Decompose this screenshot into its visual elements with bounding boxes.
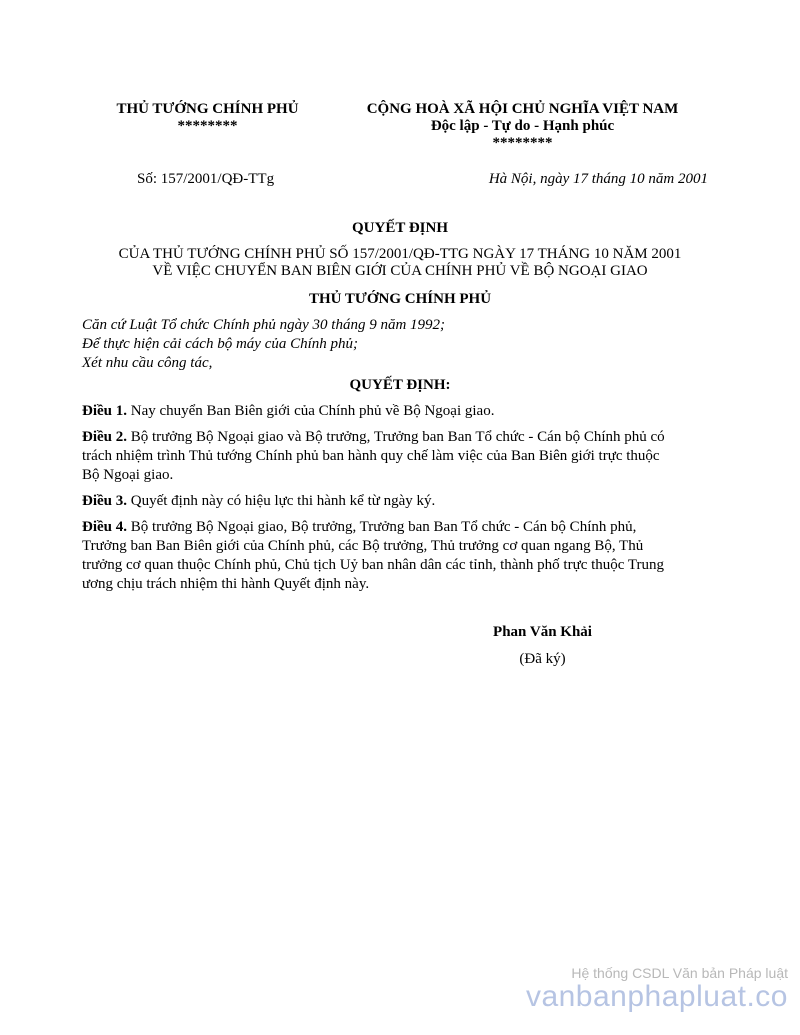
article-text: Trưởng ban Ban Biên giới của Chính phủ, các Bộ trưởng, Thủ trưởng cơ quan ngang Bộ, Thủ [82,538,644,554]
article-text: Bộ trưởng Bộ Ngoại giao và Bộ trưởng, Trưởng ban Ban Tổ chức - Cán bộ Chính phủ có [130,429,665,445]
document-number: Số: 157/2001/QĐ-TTg [137,171,275,187]
issuer-stars: ******** [177,118,238,134]
watermark-site: vanbanphapluat.co [525,980,788,1013]
article-2 [82,428,712,485]
signed-status: (Đã ký) [519,651,566,667]
issuer-title: THỦ TƯỚNG CHÍNH PHỦ [116,101,299,117]
country-name: CỘNG HOÀ XÃ HỘI CHỦ NGHĨA VIỆT NAM [366,101,679,117]
legal-basis-item: Để thực hiện cải cách bộ máy của Chính phủ; [82,336,359,352]
motto: Độc lập - Tự do - Hạnh phúc [430,118,615,134]
article-label: Điều 3. [82,493,127,509]
article-text: Bộ Ngoại giao. [82,467,174,483]
article-text: Nay chuyển Ban Biên giới của Chính phủ về Bộ Ngoại giao. [130,403,495,419]
motto-stars: ******** [492,135,553,151]
legal-basis-item: Căn cứ Luật Tổ chức Chính phủ ngày 30 tháng 9 năm 1992; [82,317,446,333]
decision-heading: QUYẾT ĐỊNH [352,220,448,236]
article-text: trưởng cơ quan thuộc Chính phủ, Chủ tịch Uỷ ban nhân dân các tỉnh, thành phố trực thuộc Trung [82,557,665,573]
article-text: trách nhiệm trình Thủ tướng Chính phủ ban hành quy chế làm việc của Ban Biên giới trực thuộc [82,448,660,464]
issuer-block [95,101,320,135]
article-text: Quyết định này có hiệu lực thi hành kể từ ngày ký. [130,493,436,509]
article-3 [82,492,712,511]
national-motto-block [340,101,705,152]
subtitle-line: VỀ VIỆC CHUYỂN BAN BIÊN GIỚI CỦA CHÍNH PHỦ VỀ BỘ NGOẠI GIAO [152,263,648,279]
watermark-caption: Hệ thống CSDL Văn bản Pháp luật [571,965,788,981]
article-label: Điều 4. [82,519,127,535]
decision-subtitle [0,246,800,280]
decides-heading: QUYẾT ĐỊNH: [349,377,451,393]
authority-heading: THỦ TƯỚNG CHÍNH PHỦ [308,291,492,307]
article-1 [82,402,712,421]
articles [82,402,712,601]
article-4 [82,518,712,594]
article-text: ương chịu trách nhiệm thi hành Quyết định này. [82,576,370,592]
subtitle-line: CỦA THỦ TƯỚNG CHÍNH PHỦ SỐ 157/2001/QĐ-TTG NGÀY 17 THÁNG 10 NĂM 2001 [118,246,682,262]
place-date: Hà Nội, ngày 17 tháng 10 năm 2001 [488,171,708,187]
article-label: Điều 2. [82,429,127,445]
article-label: Điều 1. [82,403,127,419]
legal-basis-item: Xét nhu cầu công tác, [82,355,213,371]
legal-bases [82,316,445,373]
article-text: Bộ trưởng Bộ Ngoại giao, Bộ trưởng, Trưởng ban Ban Tổ chức - Cán bộ Chính phủ, [130,519,637,535]
signer-name: Phan Văn Khải [493,624,592,640]
